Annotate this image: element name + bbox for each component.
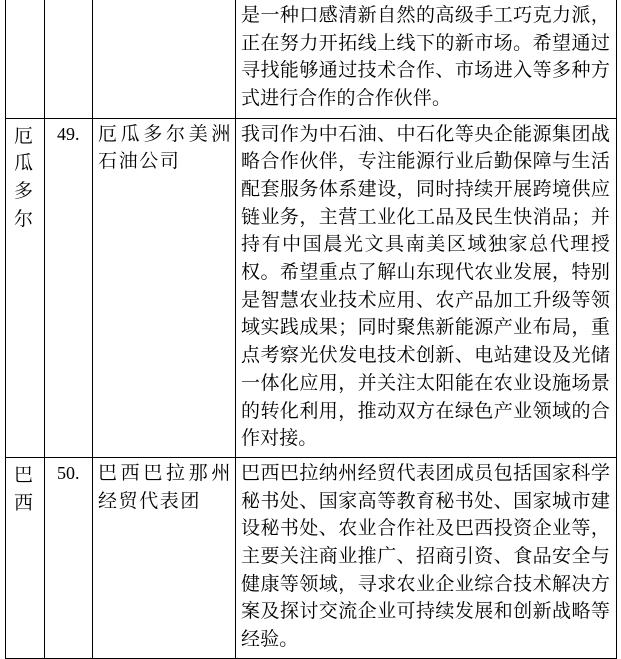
number-cell (45, 0, 93, 118)
description-cell: 是一种口感清新自然的高级手工巧克力派，正在努力开拓线上线下的新市场。希望通过寻找能够通过技术合作、市场进入等多种方式进行合作的合作伙伴。 (236, 0, 617, 118)
organization-cell (93, 0, 236, 118)
organization-cell: 巴西巴拉那州经贸代表团 (93, 457, 236, 658)
table-row (6, 457, 617, 658)
description-cell: 巴西巴拉纳州经贸代表团成员包括国家科学秘书处、国家高等教育秘书处、国家城市建设秘书处、农业合作社及巴西投资企业等，主要关注商业推广、招商引资、食品安全与健康等领域，寻求农业企业综合技术解决方案及探讨交流企业可持续发展和创新战略等经验。 (236, 457, 617, 658)
country-cell: 厄瓜多尔 (6, 118, 45, 457)
country-cell: 巴西 (6, 457, 45, 658)
description-cell: 我司作为中石油、中石化等央企能源集团战略合作伙伴，专注能源行业后勤保障与生活配套服务体系建设，同时持续开展跨境供应链业务，主营工业化工品及民生快消品；并持有中国晨光文具南美区域独家总代理授权。希望重点了解山东现代农业发展，特别是智慧农业技术应用、农产品加工升级等领域实践成果；同时聚焦新能源产业布局，重点考察光伏发电技术创新、电站建设及光储一体化应用，并关注太阳能在农业设施场景的转化利用，推动双方在绿色产业领域的合作对接。 (236, 118, 617, 457)
organization-table (5, 0, 617, 659)
table-row (6, 118, 617, 457)
organization-cell: 厄瓜多尔美洲石油公司 (93, 118, 236, 457)
number-cell: 50. (45, 457, 93, 658)
country-cell (6, 0, 45, 118)
number-cell: 49. (45, 118, 93, 457)
table-row (6, 0, 617, 118)
